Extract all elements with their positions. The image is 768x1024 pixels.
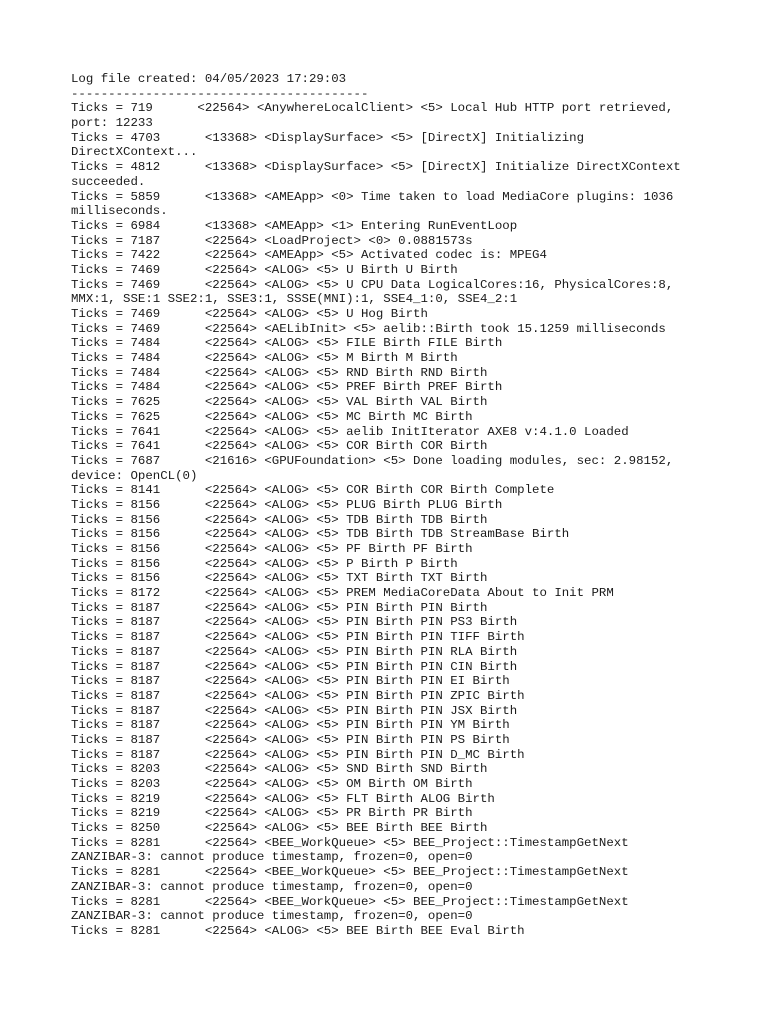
log-line: Ticks = 8187 <22564> <ALOG> <5> PIN Birth PIN Birth xyxy=(71,600,488,615)
log-line: Ticks = 7469 <22564> <ALOG> <5> U CPU Data LogicalCores:16, PhysicalCores:8, xyxy=(71,277,674,292)
log-line: Ticks = 8281 <22564> <ALOG> <5> BEE Birth BEE Eval Birth xyxy=(71,923,525,938)
log-line: Ticks = 7484 <22564> <ALOG> <5> RND Birth RND Birth xyxy=(71,365,488,380)
log-line: Ticks = 8141 <22564> <ALOG> <5> COR Birth COR Birth Complete xyxy=(71,483,555,498)
log-line: Ticks = 8187 <22564> <ALOG> <5> PIN Birth PIN YM Birth xyxy=(71,718,510,733)
log-line: milliseconds. xyxy=(71,204,168,219)
log-line: Ticks = 8156 <22564> <ALOG> <5> TDB Birth TDB StreamBase Birth xyxy=(71,527,570,542)
log-line: port: 12233 xyxy=(71,116,153,131)
log-line: Ticks = 7422 <22564> <AMEApp> <5> Activated codec is: MPEG4 xyxy=(71,248,547,263)
log-header-line: Log file created: 04/05/2023 17:29:03 xyxy=(71,72,347,86)
log-line: Ticks = 7641 <22564> <ALOG> <5> COR Birth COR Birth xyxy=(71,439,488,454)
log-line: succeeded. xyxy=(71,174,146,189)
log-line: Ticks = 8172 <22564> <ALOG> <5> PREM MediaCoreData About to Init PRM xyxy=(71,586,614,601)
log-line: Ticks = 6984 <13368> <AMEApp> <1> Entering RunEventLoop xyxy=(71,218,518,233)
log-line: Ticks = 8156 <22564> <ALOG> <5> PLUG Birth PLUG Birth xyxy=(71,497,503,512)
log-line: Ticks = 7469 <22564> <ALOG> <5> U Birth U Birth xyxy=(71,262,458,277)
log-line: Ticks = 8187 <22564> <ALOG> <5> PIN Birth PIN EI Birth xyxy=(71,674,510,689)
log-line: Ticks = 719 <22564> <AnywhereLocalClient> <5> Local Hub HTTP port retrieved, xyxy=(71,101,674,116)
log-line: Ticks = 8187 <22564> <ALOG> <5> PIN Birth PIN ZPIC Birth xyxy=(71,688,525,703)
log-line: ZANZIBAR-3: cannot produce timestamp, frozen=0, open=0 xyxy=(71,909,473,924)
log-line: Ticks = 8187 <22564> <ALOG> <5> PIN Birth PIN RLA Birth xyxy=(71,644,518,659)
log-line: Ticks = 8187 <22564> <ALOG> <5> PIN Birth PIN CIN Birth xyxy=(71,659,518,674)
log-line: Ticks = 8187 <22564> <ALOG> <5> PIN Birth PIN D_MC Birth xyxy=(71,747,525,762)
log-separator-line: ---------------------------------------- xyxy=(71,86,369,101)
log-line: Ticks = 8203 <22564> <ALOG> <5> OM Birth OM Birth xyxy=(71,777,473,791)
log-line: Ticks = 8187 <22564> <ALOG> <5> PIN Birth PIN JSX Birth xyxy=(71,703,518,718)
log-line: Ticks = 4812 <13368> <DisplaySurface> <5> [DirectX] Initialize DirectXContext xyxy=(71,160,681,175)
log-line: Ticks = 4703 <13368> <DisplaySurface> <5> [DirectX] Initializing xyxy=(71,130,585,145)
log-line: Ticks = 7641 <22564> <ALOG> <5> aelib InitIterator AXE8 v:4.1.0 Loaded xyxy=(71,424,629,439)
log-line: Ticks = 7469 <22564> <ALOG> <5> U Hog Birth xyxy=(71,307,428,321)
log-line: Ticks = 8156 <22564> <ALOG> <5> TDB Birth TDB Birth xyxy=(71,512,488,527)
log-line: Ticks = 7625 <22564> <ALOG> <5> VAL Birth VAL Birth xyxy=(71,395,488,410)
log-line: Ticks = 7469 <22564> <AELibInit> <5> aelib::Birth took 15.1259 milliseconds xyxy=(71,321,666,336)
log-line: Ticks = 8219 <22564> <ALOG> <5> FLT Birth ALOG Birth xyxy=(71,791,495,806)
log-line: Ticks = 8203 <22564> <ALOG> <5> SND Birth SND Birth xyxy=(71,762,488,777)
log-line: DirectXContext... xyxy=(71,145,198,160)
log-line: Ticks = 8219 <22564> <ALOG> <5> PR Birth PR Birth xyxy=(71,806,473,821)
log-line: Ticks = 7484 <22564> <ALOG> <5> FILE Birth FILE Birth xyxy=(71,336,503,351)
log-line: Ticks = 8156 <22564> <ALOG> <5> TXT Birth TXT Birth xyxy=(71,571,488,586)
log-line: ZANZIBAR-3: cannot produce timestamp, frozen=0, open=0 xyxy=(71,850,473,865)
log-line: Ticks = 8281 <22564> <BEE_WorkQueue> <5> BEE_Project::TimestampGetNext xyxy=(71,865,629,880)
log-line: Ticks = 7187 <22564> <LoadProject> <0> 0.0881573s xyxy=(71,233,473,248)
log-line: Ticks = 7484 <22564> <ALOG> <5> M Birth M Birth xyxy=(71,351,458,366)
log-line: Ticks = 8187 <22564> <ALOG> <5> PIN Birth PIN PS3 Birth xyxy=(71,615,518,630)
log-line: device: OpenCL(0) xyxy=(71,468,198,483)
log-line: Ticks = 8281 <22564> <BEE_WorkQueue> <5> BEE_Project::TimestampGetNext xyxy=(71,835,629,850)
log-document xyxy=(71,72,711,939)
log-line: Ticks = 8156 <22564> <ALOG> <5> P Birth P Birth xyxy=(71,556,458,571)
log-line: Ticks = 5859 <13368> <AMEApp> <0> Time taken to load MediaCore plugins: 1036 xyxy=(71,189,674,204)
log-line: Ticks = 7484 <22564> <ALOG> <5> PREF Birth PREF Birth xyxy=(71,380,503,395)
log-line: Ticks = 8156 <22564> <ALOG> <5> PF Birth PF Birth xyxy=(71,542,473,556)
log-line: MMX:1, SSE:1 SSE2:1, SSE3:1, SSSE(MNI):1, SSE4_1:0, SSE4_2:1 xyxy=(71,292,518,307)
log-line: Ticks = 8187 <22564> <ALOG> <5> PIN Birth PIN TIFF Birth xyxy=(71,630,525,645)
log-line: Ticks = 7625 <22564> <ALOG> <5> MC Birth MC Birth xyxy=(71,409,473,424)
log-line: Ticks = 8281 <22564> <BEE_WorkQueue> <5> BEE_Project::TimestampGetNext xyxy=(71,894,629,909)
log-line: Ticks = 7687 <21616> <GPUFoundation> <5> Done loading modules, sec: 2.98152, xyxy=(71,453,674,468)
log-line: Ticks = 8250 <22564> <ALOG> <5> BEE Birth BEE Birth xyxy=(71,821,488,836)
log-line: ZANZIBAR-3: cannot produce timestamp, frozen=0, open=0 xyxy=(71,879,473,894)
log-line: Ticks = 8187 <22564> <ALOG> <5> PIN Birth PIN PS Birth xyxy=(71,732,510,747)
